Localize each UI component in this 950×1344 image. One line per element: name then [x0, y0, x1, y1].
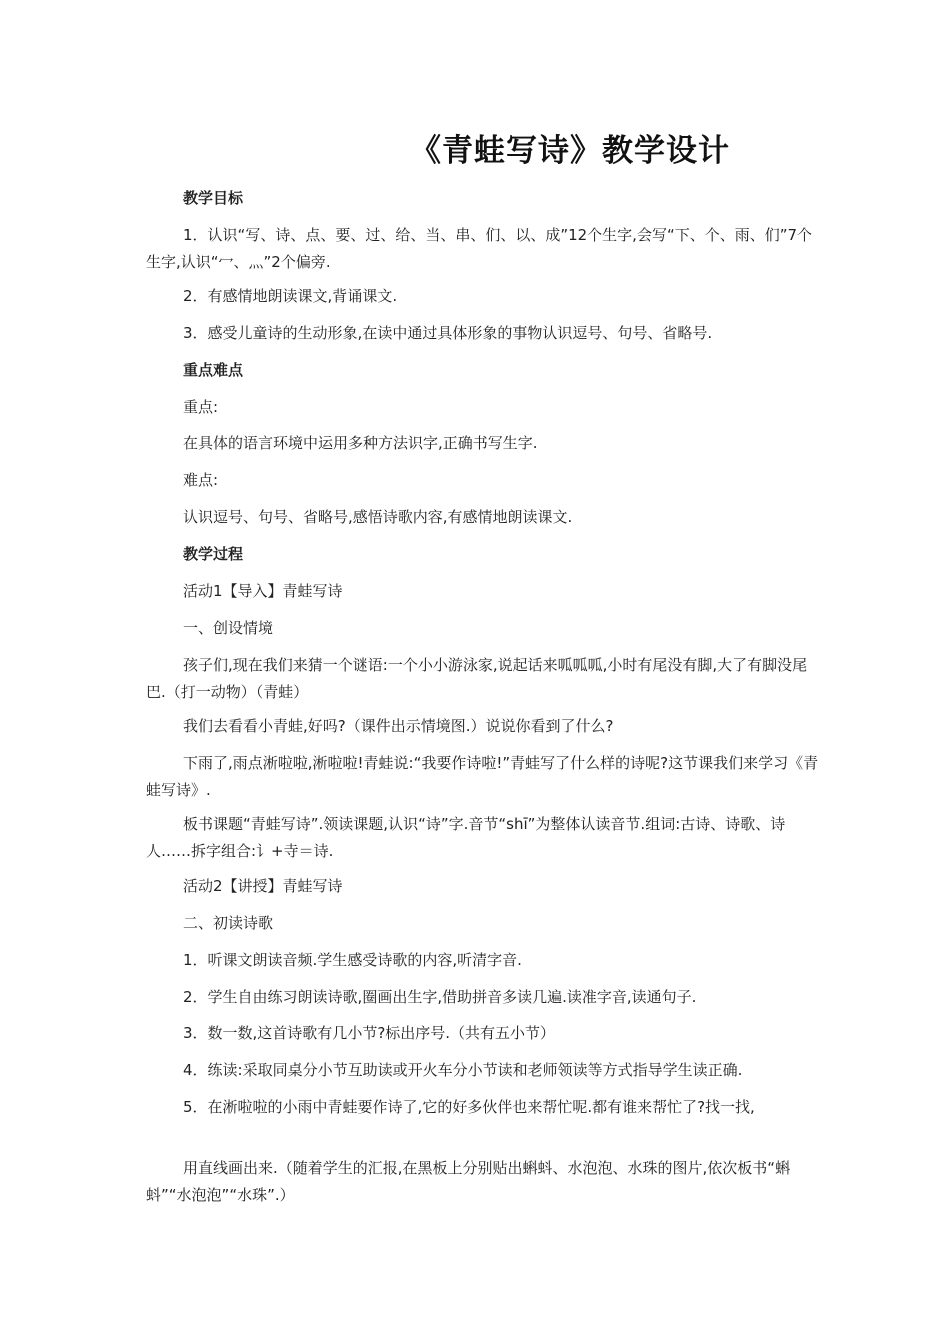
list-item: 5．在淅啦啦的小雨中青蛙要作诗了,它的好多伙伴也来帮忙呢.都有谁来帮忙了?找一找, — [183, 1098, 755, 1116]
paragraph: 活动1【导入】青蛙写诗 — [183, 582, 343, 600]
page-title: 《青蛙写诗》教学设计 — [410, 133, 730, 169]
paragraph: 1．认识“写、诗、点、要、过、给、当、串、们、以、成”12个生字,会写“下、个、雨、们”7个生字,认识“冖、灬”2个偏旁. — [146, 226, 813, 271]
section-heading-goals: 教学目标 — [183, 189, 244, 207]
paragraph: 认识逗号、句号、省略号,感悟诗歌内容,有感情地朗读课文. — [183, 508, 573, 526]
paragraph: 二、初读诗歌 — [183, 914, 274, 932]
section-heading-key: 重点难点 — [183, 361, 244, 379]
paragraph: 孩子们,现在我们来猜一个谜语:一个小小游泳家,说起话来呱呱呱,小时有尾没有脚,大了有脚没尾巴.（打一动物）（青蛙） — [146, 656, 808, 701]
paragraph: 难点: — [183, 471, 219, 489]
paragraph: 一、创设情境 — [183, 619, 274, 637]
paragraph: 板书课题“青蛙写诗”.领读课题,认识“诗”字.音节“shī”为整体认读音节.组词:古诗、诗歌、诗人……拆字组合:讠+寺＝诗. — [146, 815, 786, 860]
paragraph: 活动2【讲授】青蛙写诗 — [183, 877, 343, 895]
paragraph: 重点: — [183, 398, 219, 416]
list-item: 3．数一数,这首诗歌有几小节?标出序号.（共有五小节） — [183, 1024, 556, 1042]
list-item: 2．学生自由练习朗读诗歌,圈画出生字,借助拼音多读几遍.读准字音,读通句子. — [183, 988, 697, 1006]
list-item: 4．练读:采取同桌分小节互助读或开火车分小节读和老师领读等方式指导学生读正确. — [183, 1061, 743, 1079]
paragraph: 下雨了,雨点淅啦啦,淅啦啦!青蛙说:“我要作诗啦!”青蛙写了什么样的诗呢?这节课我们来学习《青蛙写诗》. — [146, 754, 819, 799]
paragraph: 3．感受儿童诗的生动形象,在读中通过具体形象的事物认识逗号、句号、省略号. — [183, 324, 713, 342]
paragraph: 在具体的语言环境中运用多种方法识字,正确书写生字. — [183, 434, 538, 452]
paragraph: 用直线画出来.（随着学生的汇报,在黑板上分别贴出蝌蚪、水泡泡、水珠的图片,依次板书“蝌蚪”“水泡泡”“水珠”.） — [146, 1159, 791, 1204]
paragraph: 我们去看看小青蛙,好吗?（课件出示情境图.）说说你看到了什么? — [183, 717, 614, 735]
list-item: 1．听课文朗读音频.学生感受诗歌的内容,听清字音. — [183, 951, 522, 969]
paragraph: 2．有感情地朗读课文,背诵课文. — [183, 287, 398, 305]
section-heading-process: 教学过程 — [183, 545, 244, 563]
